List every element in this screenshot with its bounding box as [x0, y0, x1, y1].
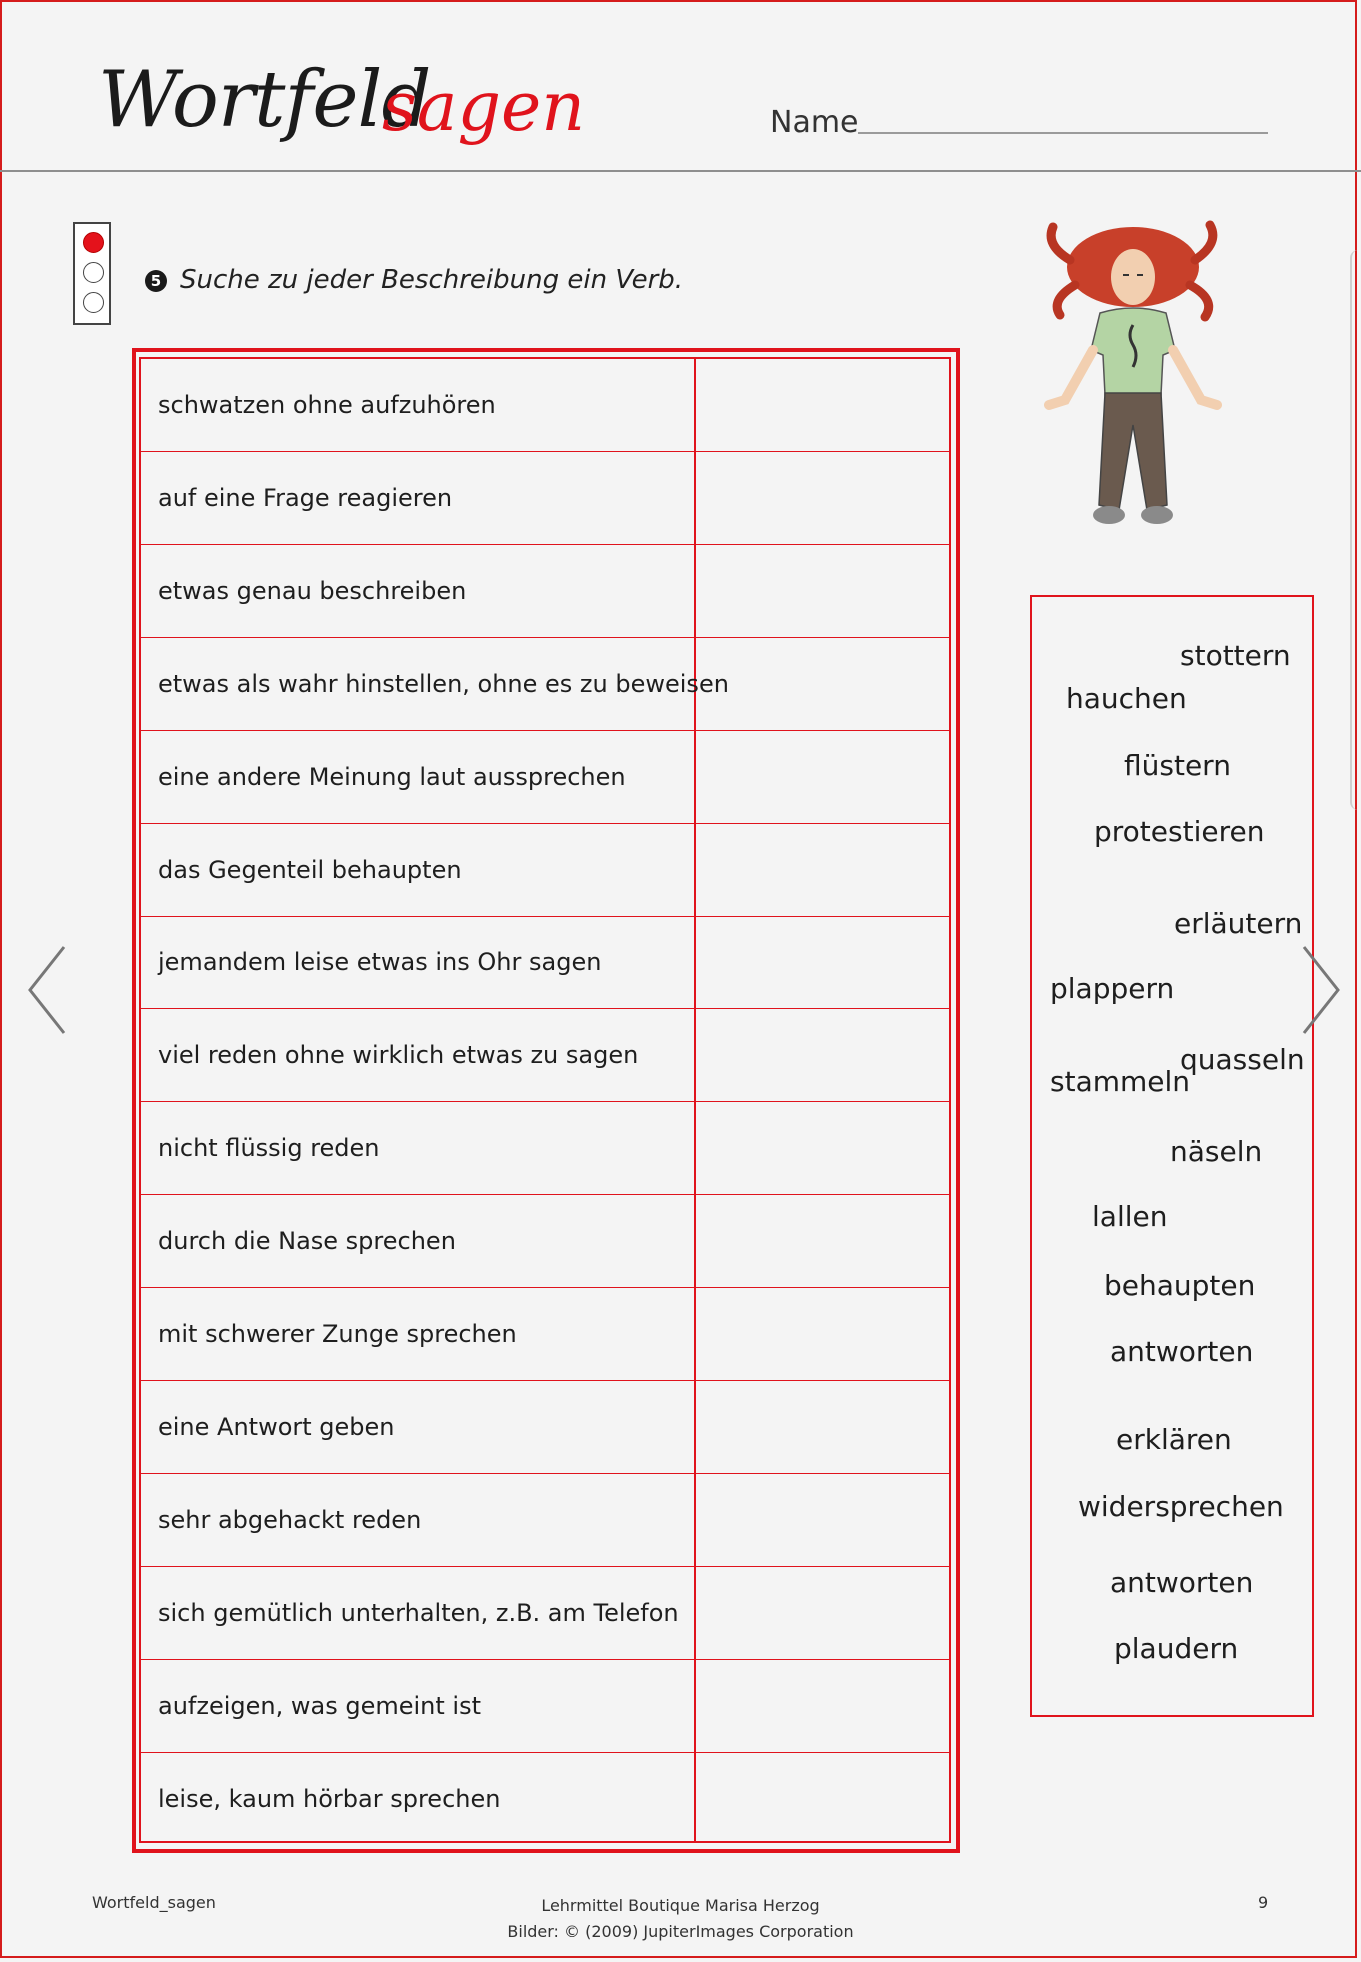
table-row — [141, 1753, 949, 1846]
table-row — [141, 545, 949, 638]
header-divider — [0, 170, 1361, 172]
row-description: viel reden ohne wirklich etwas zu sagen — [158, 1041, 639, 1070]
row-description: eine andere Meinung laut aussprechen — [158, 762, 626, 791]
footer-publisher: Lehrmittel Boutique Marisa Herzog — [541, 1896, 820, 1915]
answer-cell[interactable] — [694, 916, 951, 1008]
row-description: schwatzen ohne aufzuhören — [158, 391, 496, 419]
word-bank-item: antworten — [1110, 1335, 1254, 1368]
row-description: mit schwerer Zunge sprechen — [158, 1320, 517, 1348]
answer-cell[interactable] — [694, 359, 951, 451]
name-label: Name — [770, 105, 859, 140]
worksheet-title: Wortfeld — [98, 55, 431, 145]
table-row — [141, 452, 949, 545]
row-description: jemandem leise etwas ins Ohr sagen — [158, 948, 602, 977]
answer-cell[interactable] — [694, 1567, 951, 1659]
answer-cell[interactable] — [694, 1195, 951, 1287]
answer-cell[interactable] — [694, 1381, 951, 1473]
word-bank-item: erläutern — [1174, 907, 1303, 940]
table-row — [141, 359, 949, 452]
row-description: das Gegenteil behaupten — [158, 855, 462, 884]
table-row — [141, 1102, 949, 1195]
next-page-chevron-icon[interactable] — [1302, 945, 1342, 1035]
row-description: durch die Nase sprechen — [158, 1227, 456, 1256]
table-row — [141, 1474, 949, 1567]
answer-cell[interactable] — [694, 638, 951, 730]
word-bank-item: widersprechen — [1078, 1490, 1284, 1523]
word-bank-item: protestieren — [1094, 815, 1265, 848]
scroll-edge — [1350, 250, 1358, 810]
answer-cell[interactable] — [694, 452, 951, 544]
answer-cell[interactable] — [694, 731, 951, 823]
table-row — [141, 731, 949, 824]
table-row — [141, 1195, 949, 1288]
answer-cell[interactable] — [694, 1009, 951, 1101]
table-row — [141, 1567, 949, 1660]
word-bank-item: behaupten — [1104, 1269, 1256, 1302]
row-description: etwas genau beschreiben — [158, 576, 467, 605]
footer-image-credit: Bilder: © (2009) JupiterImages Corporation — [507, 1922, 854, 1941]
word-bank-item: antworten — [1110, 1566, 1254, 1599]
worksheet-title-topic: sagen — [382, 68, 586, 147]
table-row — [141, 1288, 949, 1381]
word-bank-item: stammeln — [1050, 1065, 1191, 1098]
table-row — [141, 1660, 949, 1753]
difficulty-dot-red — [83, 232, 104, 253]
answer-cell[interactable] — [694, 1102, 951, 1194]
row-description: nicht flüssig reden — [158, 1134, 380, 1163]
footer-page-number: 9 — [1258, 1893, 1269, 1912]
row-description: leise, kaum hörbar sprechen — [158, 1784, 501, 1813]
footer-credits — [0, 1893, 1361, 1945]
answer-cell[interactable] — [694, 1660, 951, 1752]
row-description: etwas als wahr hinstellen, ohne es zu beweisen — [158, 669, 729, 698]
name-field-line[interactable] — [858, 132, 1268, 134]
word-bank-item: näseln — [1170, 1135, 1263, 1168]
task-instruction: Suche zu jeder Beschreibung ein Verb. — [180, 265, 684, 295]
answer-cell[interactable] — [694, 1753, 951, 1845]
difficulty-dot-empty — [83, 262, 104, 283]
row-description: aufzeigen, was gemeint ist — [158, 1691, 481, 1720]
answer-cell[interactable] — [694, 545, 951, 637]
word-bank-box — [1030, 595, 1314, 1717]
word-bank-item: lallen — [1092, 1200, 1168, 1233]
difficulty-traffic-light — [73, 222, 111, 325]
table-row — [141, 824, 949, 917]
exercise-table — [139, 357, 951, 1843]
answer-cell[interactable] — [694, 824, 951, 916]
row-description: sich gemütlich unterhalten, z.B. am Telefon — [158, 1598, 679, 1627]
word-bank-item: stottern — [1180, 639, 1291, 672]
answer-cell[interactable] — [694, 1288, 951, 1380]
task-number-badge: 5 — [145, 270, 167, 292]
table-row — [141, 638, 949, 731]
word-bank-item: plaudern — [1114, 1632, 1239, 1665]
previous-page-chevron-icon[interactable] — [26, 945, 66, 1035]
word-bank-item: hauchen — [1066, 682, 1187, 715]
table-row — [141, 1381, 949, 1474]
word-bank-item: flüstern — [1124, 749, 1231, 782]
answer-cell[interactable] — [694, 1474, 951, 1566]
difficulty-dot-empty — [83, 292, 104, 313]
table-row — [141, 1009, 949, 1102]
word-bank-item: quasseln — [1180, 1043, 1305, 1076]
row-description: eine Antwort geben — [158, 1412, 395, 1441]
girl-illustration — [1035, 215, 1230, 555]
word-bank-item: plappern — [1050, 972, 1175, 1005]
footer-filename: Wortfeld_sagen — [92, 1893, 216, 1912]
word-bank-item: erklären — [1116, 1423, 1232, 1456]
row-description: auf eine Frage reagieren — [158, 483, 453, 512]
row-description: sehr abgehackt reden — [158, 1505, 422, 1534]
table-row — [141, 916, 949, 1009]
